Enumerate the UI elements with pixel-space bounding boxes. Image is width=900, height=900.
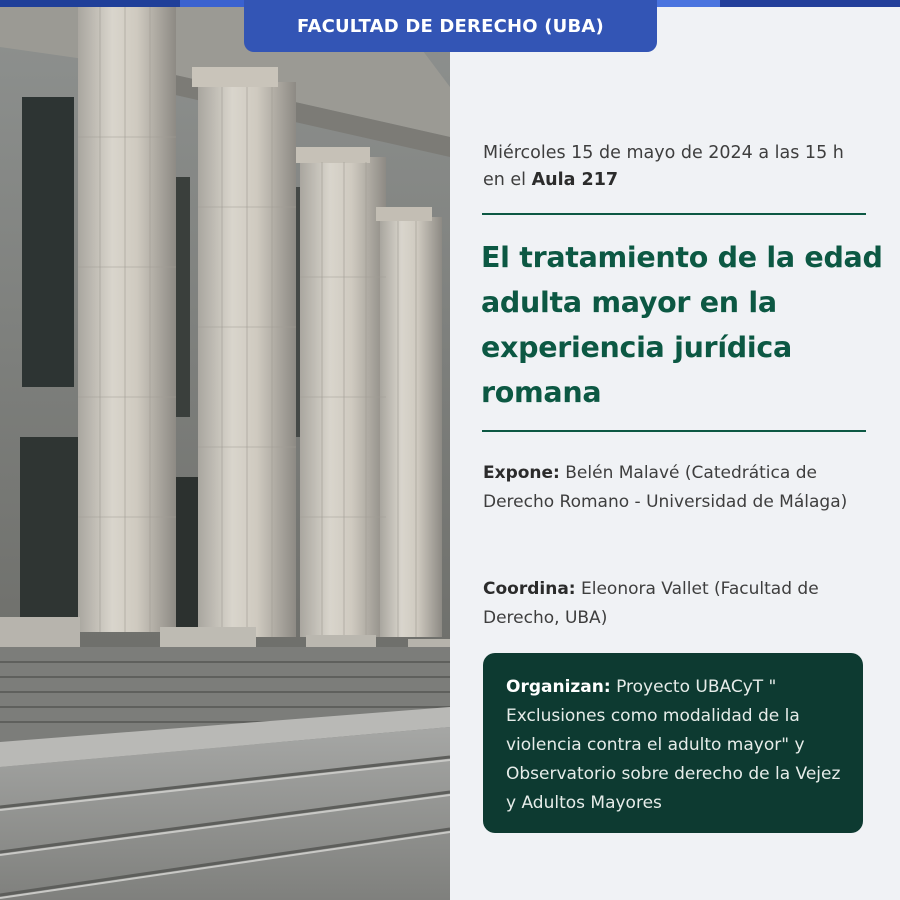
divider-top xyxy=(482,213,866,215)
stripe-segment xyxy=(0,0,180,7)
building-illustration xyxy=(0,7,450,900)
coordinator-info xyxy=(483,575,883,633)
event-title: El tratamiento de la edad adulta mayor en la experiencia jurídica romana xyxy=(481,241,883,409)
event-info-panel xyxy=(450,7,900,900)
stripe-segment xyxy=(720,0,900,7)
divider-bottom xyxy=(482,430,866,432)
speaker-info xyxy=(483,459,883,517)
speaker-label: Expone: xyxy=(483,463,560,483)
institution-name: FACULTAD DE DERECHO (UBA) xyxy=(297,15,604,37)
organizers-info xyxy=(506,673,845,818)
location-prefix: en el xyxy=(483,170,532,190)
institution-badge xyxy=(244,0,657,52)
organizers-label: Organizan: xyxy=(506,677,611,697)
speaker-text: Belén Malavé (Catedrática de Derecho Romano - Universidad de Málaga) xyxy=(483,463,848,512)
event-room: Aula 217 xyxy=(531,170,619,190)
event-date: Miércoles 15 de mayo de 2024 a las 15 h xyxy=(483,143,844,163)
organizers-box xyxy=(483,653,863,833)
coordinator-label: Coordina: xyxy=(483,579,576,599)
building-columns-photo xyxy=(0,7,450,900)
event-date-location xyxy=(483,140,883,194)
organizers-text: Proyecto UBACyT " Exclusiones como modalidad de la violencia contra el adulto mayor" y Observatorio sobre derecho de la Vejez y Adultos Mayores xyxy=(506,677,841,813)
coordinator-text: Eleonora Vallet (Facultad de Derecho, UBA) xyxy=(483,579,819,628)
